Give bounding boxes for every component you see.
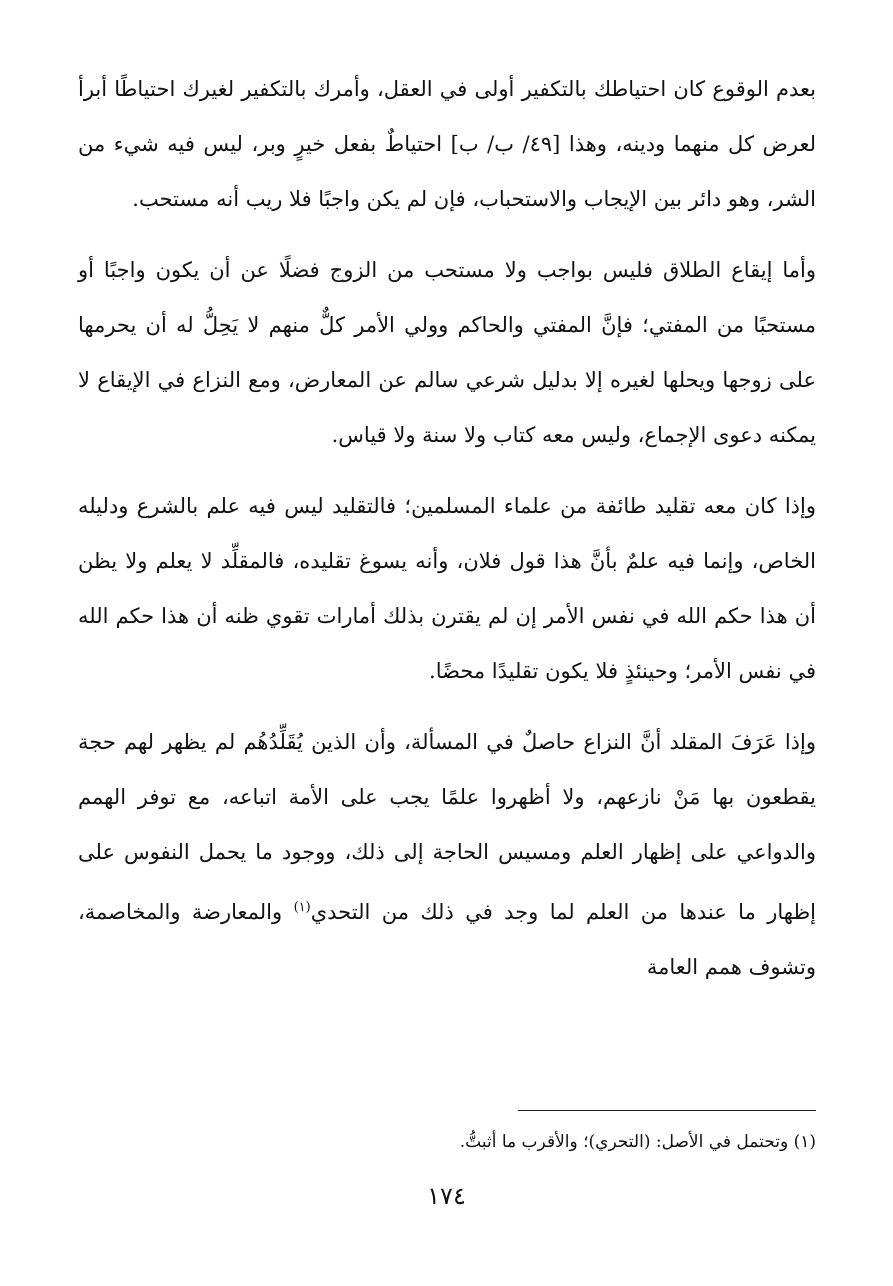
page-number: ١٧٤ [427, 1182, 466, 1210]
paragraph-4-text: وإذا عَرَفَ المقلد أنَّ النزاع حاصلٌ في المسألة، وأن الذين يُقَلِّدُهُم لم يظهر لهم حجة يقطعون بها مَنْ نازعهم، ولا أظهروا علمًا يجب على الأمة اتباعه، مع توفر الهمم والدواعي على إظهار العلم ومسيس الحاجة إلى ذلك، ووجود ما يحمل النفوس على إظهار ما عندها من العلم لما وجد في ذلك من التحدي [78, 730, 816, 924]
footnote: (١) وتحتمل في الأصل: (التحري)؛ والأقرب ما أثبتُّ. [459, 1132, 816, 1152]
paragraph-2: وأما إيقاع الطلاق فليس بواجب ولا مستحب من الزوج فضلًا عن أن يكون واجبًا أو مستحبًا من المفتي؛ فإنَّ المفتي والحاكم وولي الأمر كلٌّ منهم لا يَحِلُّ له أن يحرمها على زوجها ويحلها لغيره إلا بدليل شرعي سالم عن المعارض، ومع النزاع في الإيقاع لا يمكنه دعوى الإجماع، وليس معه كتاب ولا سنة ولا قياس. [78, 258, 816, 447]
paragraph-1: بعدم الوقوع كان احتياطك بالتكفير أولى في العقل، وأمرك بالتكفير لغيرك احتياطًا أبرأ لعرض كل منهما ودينه، وهذا [٤٩/ ب/ ب] احتياطٌ بفعل خيرٍ وبر، ليس فيه شيء من الشر، وهو دائر بين الإيجاب والاستحباب، فإن لم يكن واجبًا فلا ريب أنه مستحب. [78, 77, 816, 211]
footnote-separator [518, 1110, 816, 1111]
footnote-reference: (١) [293, 900, 311, 915]
paragraph-4 [78, 715, 816, 995]
paragraph-3: وإذا كان معه تقليد طائفة من علماء المسلمين؛ فالتقليد ليس فيه علم بالشرع ودليله الخاص، وإنما فيه علمٌ بأنَّ هذا قول فلان، وأنه يسوغ تقليده، فالمقلِّد لا يعلم ولا يظن أن هذا حكم الله في نفس الأمر إن لم يقترن بذلك أمارات تقوي ظنه أن هذا حكم الله في نفس الأمر؛ وحينئذٍ فلا يكون تقليدًا محضًا. [78, 494, 816, 683]
page-body [78, 62, 816, 1011]
paragraph-4-continuation: والمعارضة والمخاصمة، وتشوف همم العامة [78, 900, 816, 979]
